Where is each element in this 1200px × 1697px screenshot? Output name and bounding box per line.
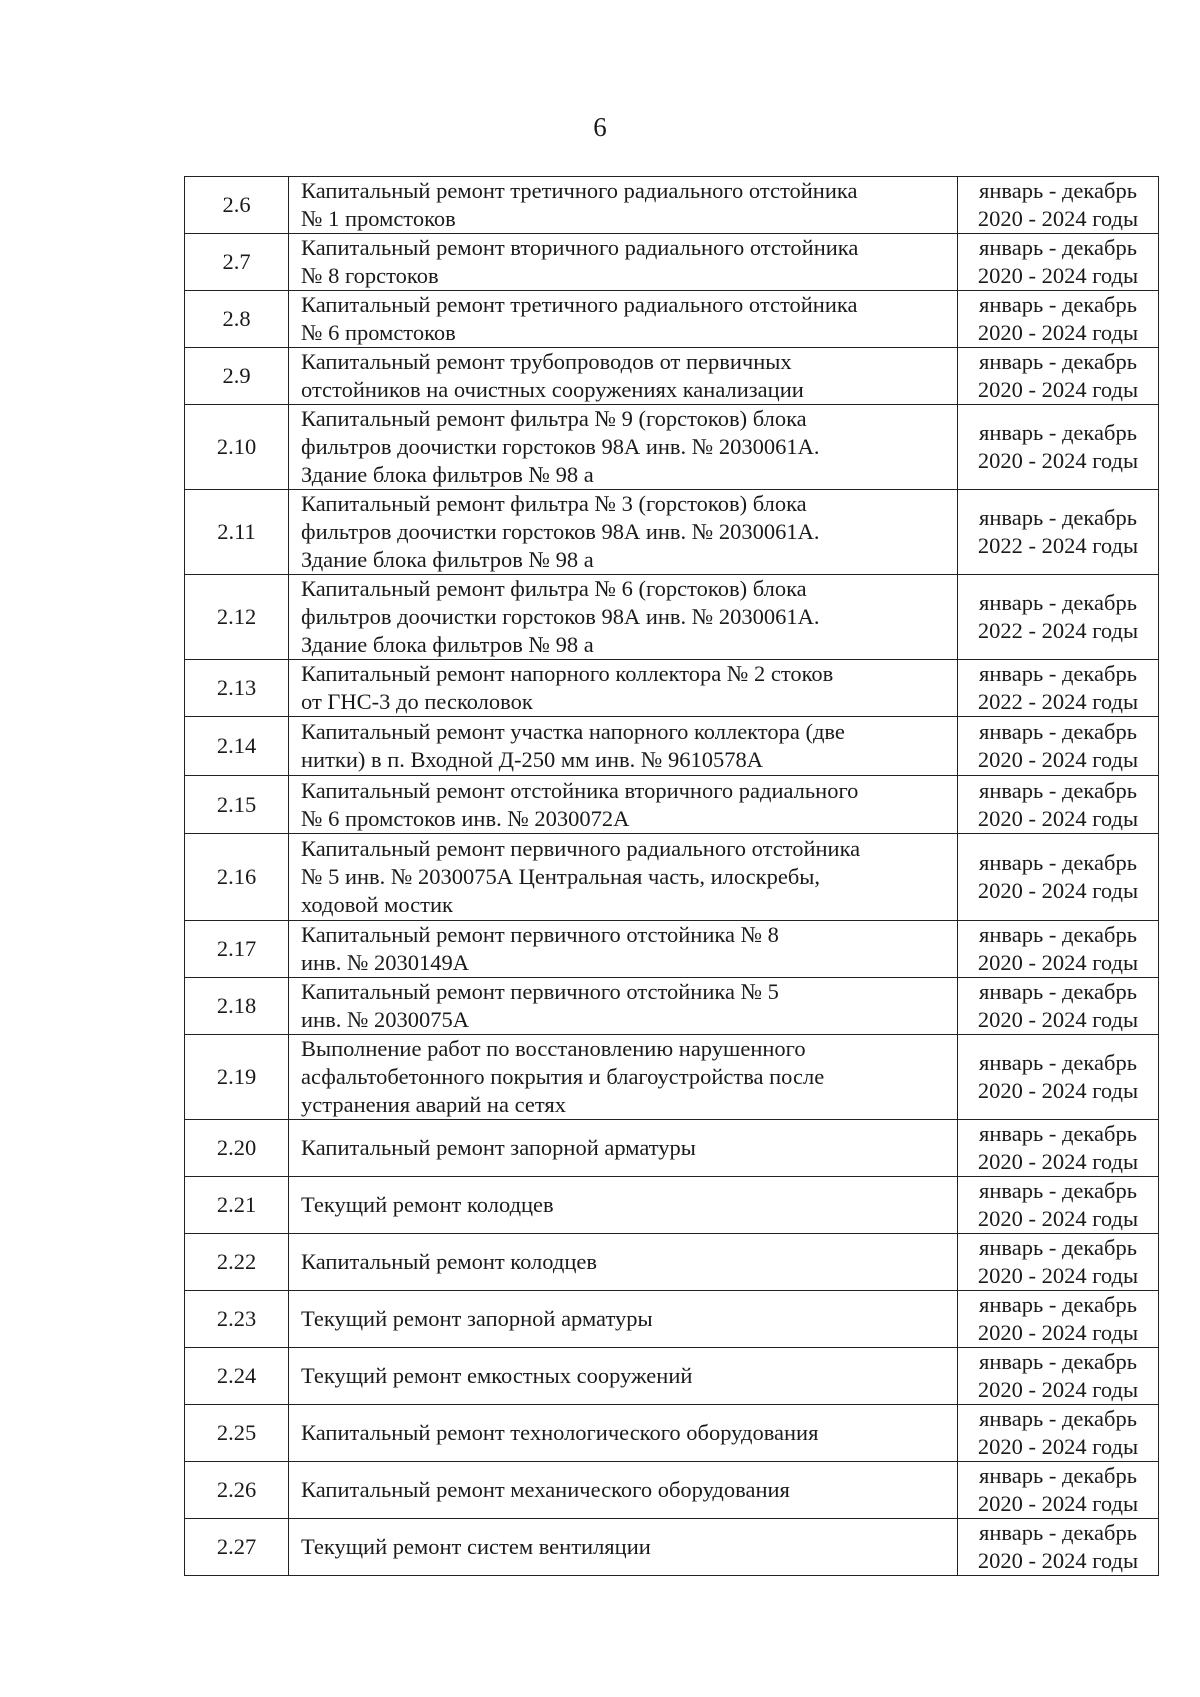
description-line: Капитальный ремонт первичного отстойника № 8 bbox=[301, 922, 779, 947]
description-line: Капитальный ремонт первичного отстойника № 5 bbox=[301, 979, 779, 1004]
table-row bbox=[185, 1035, 1159, 1120]
item-number: 2.12 bbox=[185, 575, 289, 660]
description-line: № 8 горстоков bbox=[301, 263, 439, 288]
item-period bbox=[958, 776, 1159, 834]
item-number: 2.27 bbox=[185, 1519, 289, 1576]
item-period bbox=[958, 291, 1159, 348]
period-years: 2020 - 2024 годы bbox=[977, 878, 1139, 903]
table-row bbox=[185, 834, 1159, 921]
description-line: Текущий ремонт систем вентиляции bbox=[301, 1534, 651, 1559]
period-months: январь - декабрь bbox=[979, 850, 1137, 875]
period-years: 2020 - 2024 годы bbox=[977, 1078, 1139, 1103]
table-row bbox=[185, 348, 1159, 405]
period-years: 2020 - 2024 годы bbox=[977, 448, 1139, 473]
description-line: Выполнение работ по восстановлению нарушенного bbox=[301, 1036, 806, 1061]
description-line: Текущий ремонт колодцев bbox=[301, 1192, 554, 1217]
item-number: 2.22 bbox=[185, 1234, 289, 1291]
item-description bbox=[289, 1291, 958, 1348]
period-months: январь - декабрь bbox=[979, 1349, 1137, 1374]
period-months: январь - декабрь bbox=[979, 590, 1137, 615]
item-number: 2.6 bbox=[185, 177, 289, 234]
table-row bbox=[185, 575, 1159, 660]
description-line: № 6 промстоков bbox=[301, 320, 456, 345]
period-years: 2022 - 2024 годы bbox=[977, 533, 1139, 558]
item-description bbox=[289, 776, 958, 834]
description-line: Капитальный ремонт фильтра № 3 (горстоков) блока bbox=[301, 491, 807, 516]
period-years: 2020 - 2024 годы bbox=[977, 1320, 1139, 1345]
description-line: фильтров доочистки горстоков 98А инв. № 2030061А. bbox=[301, 519, 820, 544]
description-line: Текущий ремонт емкостных сооружений bbox=[301, 1363, 693, 1388]
item-description bbox=[289, 1405, 958, 1462]
period-years: 2022 - 2024 годы bbox=[977, 618, 1139, 643]
table-row bbox=[185, 921, 1159, 978]
period-years: 2020 - 2024 годы bbox=[977, 1434, 1139, 1459]
item-period bbox=[958, 490, 1159, 575]
item-number: 2.26 bbox=[185, 1462, 289, 1519]
description-line: фильтров доочистки горстоков 98А инв. № 2030061А. bbox=[301, 604, 820, 629]
item-period bbox=[958, 405, 1159, 490]
description-line: Капитальный ремонт механического оборудования bbox=[301, 1477, 790, 1502]
table-row bbox=[185, 978, 1159, 1035]
work-plan-table-body bbox=[185, 177, 1159, 1576]
item-number: 2.7 bbox=[185, 234, 289, 291]
item-description bbox=[289, 575, 958, 660]
item-description bbox=[289, 834, 958, 921]
period-months: январь - декабрь bbox=[979, 1463, 1137, 1488]
item-description bbox=[289, 1348, 958, 1405]
period-months: январь - декабрь bbox=[979, 1406, 1137, 1431]
item-period bbox=[958, 1234, 1159, 1291]
item-description bbox=[289, 1234, 958, 1291]
period-months: январь - декабрь bbox=[979, 979, 1137, 1004]
period-months: январь - декабрь bbox=[979, 505, 1137, 530]
description-line: ходовой мостик bbox=[301, 892, 453, 917]
item-description bbox=[289, 660, 958, 717]
item-number: 2.23 bbox=[185, 1291, 289, 1348]
item-period bbox=[958, 1177, 1159, 1234]
table-row bbox=[185, 1291, 1159, 1348]
item-number: 2.17 bbox=[185, 921, 289, 978]
period-months: январь - декабрь bbox=[979, 349, 1137, 374]
item-number: 2.14 bbox=[185, 717, 289, 776]
period-months: январь - декабрь bbox=[979, 292, 1137, 317]
item-description bbox=[289, 978, 958, 1035]
period-years: 2020 - 2024 годы bbox=[977, 1263, 1139, 1288]
page-number: 6 bbox=[593, 112, 607, 142]
table-row bbox=[185, 234, 1159, 291]
table-row bbox=[185, 1519, 1159, 1576]
table-row bbox=[185, 490, 1159, 575]
period-years: 2020 - 2024 годы bbox=[977, 1548, 1139, 1573]
description-line: Капитальный ремонт участка напорного коллектора (две bbox=[301, 719, 845, 744]
description-line: отстойников на очистных сооружениях канализации bbox=[301, 377, 804, 402]
table-row bbox=[185, 660, 1159, 717]
description-line: Капитальный ремонт фильтра № 9 (горстоков) блока bbox=[301, 406, 807, 431]
item-number: 2.19 bbox=[185, 1035, 289, 1120]
period-years: 2020 - 2024 годы bbox=[977, 1149, 1139, 1174]
item-description bbox=[289, 1519, 958, 1576]
description-line: фильтров доочистки горстоков 98А инв. № 2030061А. bbox=[301, 434, 820, 459]
work-plan-table bbox=[184, 176, 1159, 1576]
description-line: Капитальный ремонт третичного радиального отстойника bbox=[301, 178, 858, 203]
item-period bbox=[958, 1035, 1159, 1120]
item-number: 2.13 bbox=[185, 660, 289, 717]
period-years: 2020 - 2024 годы bbox=[977, 950, 1139, 975]
table-row bbox=[185, 405, 1159, 490]
item-description bbox=[289, 177, 958, 234]
period-months: январь - декабрь bbox=[979, 178, 1137, 203]
item-number: 2.8 bbox=[185, 291, 289, 348]
period-months: январь - декабрь bbox=[979, 1121, 1137, 1146]
item-period bbox=[958, 1462, 1159, 1519]
item-description bbox=[289, 1120, 958, 1177]
item-number: 2.20 bbox=[185, 1120, 289, 1177]
description-line: Здание блока фильтров № 98 а bbox=[301, 462, 594, 487]
description-line: устранения аварий на сетях bbox=[301, 1092, 566, 1117]
item-period bbox=[958, 1519, 1159, 1576]
period-months: январь - декабрь bbox=[979, 1235, 1137, 1260]
item-description bbox=[289, 1177, 958, 1234]
period-months: январь - декабрь bbox=[979, 719, 1137, 744]
item-period bbox=[958, 234, 1159, 291]
period-months: январь - декабрь bbox=[979, 1178, 1137, 1203]
period-years: 2020 - 2024 годы bbox=[977, 320, 1139, 345]
table-row bbox=[185, 1462, 1159, 1519]
item-period bbox=[958, 177, 1159, 234]
item-number: 2.11 bbox=[185, 490, 289, 575]
item-number: 2.25 bbox=[185, 1405, 289, 1462]
item-period bbox=[958, 660, 1159, 717]
item-period bbox=[958, 717, 1159, 776]
item-description bbox=[289, 921, 958, 978]
item-description bbox=[289, 405, 958, 490]
description-line: Здание блока фильтров № 98 а bbox=[301, 632, 594, 657]
period-years: 2022 - 2024 годы bbox=[977, 689, 1139, 714]
description-line: Капитальный ремонт вторичного радиального отстойника bbox=[301, 235, 859, 260]
item-period bbox=[958, 1120, 1159, 1177]
description-line: Текущий ремонт запорной арматуры bbox=[301, 1306, 653, 1331]
period-months: январь - декабрь bbox=[979, 661, 1137, 686]
description-line: асфальтобетонного покрытия и благоустройства после bbox=[301, 1064, 825, 1089]
period-months: январь - декабрь bbox=[979, 922, 1137, 947]
item-description bbox=[289, 234, 958, 291]
description-line: нитки) в п. Входной Д-250 мм инв. № 9610578А bbox=[301, 747, 764, 772]
item-description bbox=[289, 490, 958, 575]
description-line: Капитальный ремонт фильтра № 6 (горстоков) блока bbox=[301, 576, 807, 601]
item-number: 2.16 bbox=[185, 834, 289, 921]
period-years: 2020 - 2024 годы bbox=[977, 377, 1139, 402]
item-number: 2.10 bbox=[185, 405, 289, 490]
description-line: № 5 инв. № 2030075А Центральная часть, илоскребы, bbox=[301, 864, 821, 889]
table-row bbox=[185, 1348, 1159, 1405]
description-line: инв. № 2030075А bbox=[301, 1007, 470, 1032]
description-line: № 6 промстоков инв. № 2030072А bbox=[301, 805, 630, 831]
item-description bbox=[289, 717, 958, 776]
item-number: 2.24 bbox=[185, 1348, 289, 1405]
period-months: январь - декабрь bbox=[979, 1292, 1137, 1317]
period-months: январь - декабрь bbox=[979, 1050, 1137, 1075]
description-line: Капитальный ремонт запорной арматуры bbox=[301, 1135, 696, 1160]
description-line: инв. № 2030149А bbox=[301, 950, 470, 975]
item-number: 2.15 bbox=[185, 776, 289, 834]
table-row bbox=[185, 291, 1159, 348]
period-months: январь - декабрь bbox=[979, 777, 1137, 803]
description-line: Капитальный ремонт колодцев bbox=[301, 1249, 597, 1274]
table-row bbox=[185, 1177, 1159, 1234]
table-row bbox=[185, 1405, 1159, 1462]
period-years: 2020 - 2024 годы bbox=[977, 1206, 1139, 1231]
period-years: 2020 - 2024 годы bbox=[977, 206, 1139, 231]
item-period bbox=[958, 834, 1159, 921]
item-period bbox=[958, 1405, 1159, 1462]
item-number: 2.9 bbox=[185, 348, 289, 405]
period-years: 2020 - 2024 годы bbox=[977, 805, 1139, 831]
item-period bbox=[958, 921, 1159, 978]
table-row bbox=[185, 177, 1159, 234]
description-line: Капитальный ремонт первичного радиального отстойника bbox=[301, 836, 861, 861]
period-years: 2020 - 2024 годы bbox=[977, 1377, 1139, 1402]
item-number: 2.21 bbox=[185, 1177, 289, 1234]
description-line: Капитальный ремонт трубопроводов от первичных bbox=[301, 349, 792, 374]
description-line: от ГНС-3 до песколовок bbox=[301, 689, 533, 714]
table-row bbox=[185, 1234, 1159, 1291]
period-months: январь - декабрь bbox=[979, 235, 1137, 260]
item-description bbox=[289, 1462, 958, 1519]
item-description bbox=[289, 291, 958, 348]
table-row bbox=[185, 717, 1159, 776]
period-years: 2020 - 2024 годы bbox=[977, 1007, 1139, 1032]
item-period bbox=[958, 575, 1159, 660]
period-years: 2020 - 2024 годы bbox=[977, 747, 1139, 772]
description-line: Капитальный ремонт технологического оборудования bbox=[301, 1420, 819, 1445]
period-months: январь - декабрь bbox=[979, 420, 1137, 445]
item-period bbox=[958, 978, 1159, 1035]
item-period bbox=[958, 1291, 1159, 1348]
item-description bbox=[289, 1035, 958, 1120]
period-years: 2020 - 2024 годы bbox=[977, 263, 1139, 288]
item-period bbox=[958, 1348, 1159, 1405]
description-line: Капитальный ремонт третичного радиального отстойника bbox=[301, 292, 858, 317]
table-row bbox=[185, 1120, 1159, 1177]
item-number: 2.18 bbox=[185, 978, 289, 1035]
description-line: Капитальный ремонт отстойника вторичного радиального bbox=[301, 777, 859, 803]
period-months: январь - декабрь bbox=[979, 1520, 1137, 1545]
table-row bbox=[185, 776, 1159, 834]
period-years: 2020 - 2024 годы bbox=[977, 1491, 1139, 1516]
description-line: Здание блока фильтров № 98 а bbox=[301, 547, 594, 572]
description-line: № 1 промстоков bbox=[301, 206, 456, 231]
item-description bbox=[289, 348, 958, 405]
item-period bbox=[958, 348, 1159, 405]
description-line: Капитальный ремонт напорного коллектора № 2 стоков bbox=[301, 661, 834, 686]
